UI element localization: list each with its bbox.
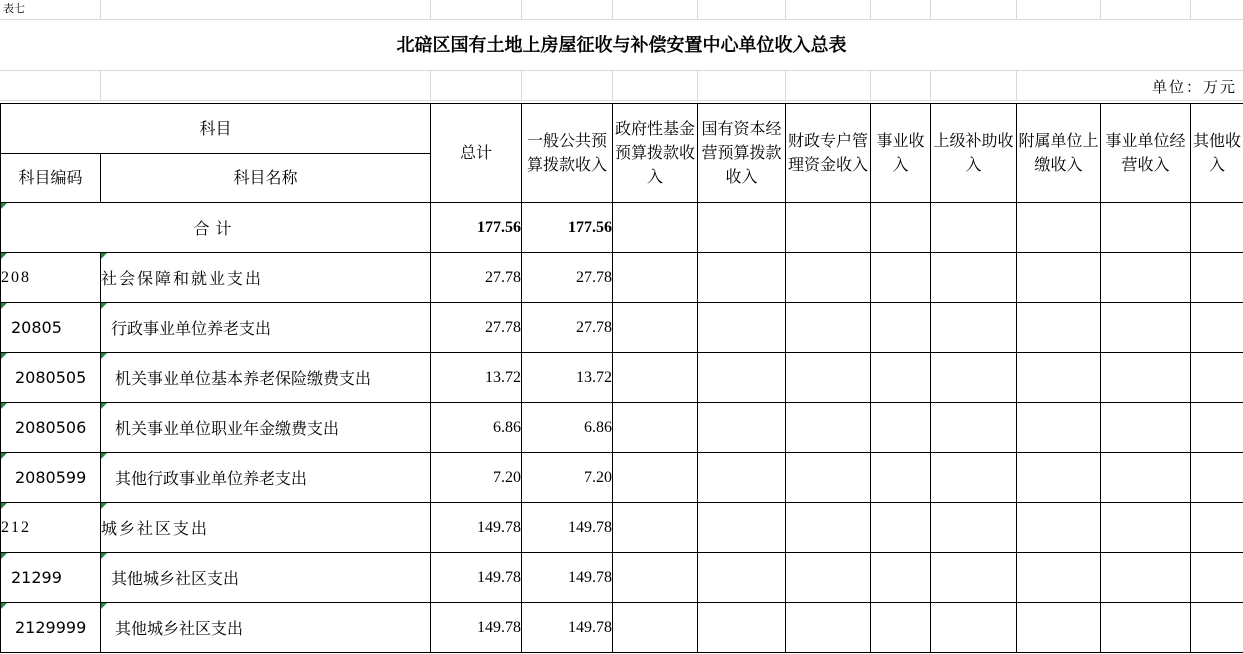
- header-fiscal-special[interactable]: 财政专户管理资金收入: [786, 104, 871, 203]
- subject-name-cell[interactable]: 机关事业单位基本养老保险缴费支出: [101, 353, 431, 403]
- header-superior-subsidy[interactable]: 上级补助收入: [931, 104, 1017, 203]
- table-row: [1, 453, 1243, 503]
- table-row: [1, 403, 1243, 453]
- total-cell[interactable]: 149.78: [431, 503, 522, 553]
- empty-cell[interactable]: [1191, 603, 1243, 653]
- gridline: [0, 19, 1243, 20]
- empty-cell[interactable]: [1017, 453, 1101, 503]
- empty-cell[interactable]: [871, 403, 931, 453]
- gridline: [612, 70, 613, 101]
- total-cell[interactable]: 6.86: [431, 403, 522, 453]
- total-cell[interactable]: 27.78: [431, 253, 522, 303]
- subject-name-cell[interactable]: 其他行政事业单位养老支出: [101, 453, 431, 503]
- header-business-income[interactable]: 事业收入: [871, 104, 931, 203]
- empty-cell[interactable]: [1101, 603, 1191, 653]
- general-budget-cell[interactable]: 27.78: [522, 303, 613, 353]
- empty-cell[interactable]: [871, 303, 931, 353]
- empty-cell[interactable]: [871, 203, 931, 253]
- total-cell[interactable]: 149.78: [431, 553, 522, 603]
- general-budget-cell[interactable]: 6.86: [522, 403, 613, 453]
- empty-cell[interactable]: [1017, 503, 1101, 553]
- gridline: [697, 0, 698, 19]
- empty-cell[interactable]: [613, 453, 698, 503]
- empty-cell[interactable]: [613, 203, 698, 253]
- empty-cell[interactable]: [1101, 403, 1191, 453]
- gridline: [521, 70, 522, 101]
- subject-code-cell[interactable]: 20805: [1, 303, 101, 353]
- general-budget-cell[interactable]: 149.78: [522, 553, 613, 603]
- general-budget-cell[interactable]: 27.78: [522, 253, 613, 303]
- subject-code-cell[interactable]: 21299: [1, 553, 101, 603]
- empty-cell[interactable]: [1191, 453, 1243, 503]
- total-general-budget[interactable]: 177.56: [522, 203, 613, 253]
- empty-cell[interactable]: [931, 203, 1017, 253]
- subject-name-cell[interactable]: 社会保障和就业支出: [101, 253, 431, 303]
- empty-cell[interactable]: [931, 353, 1017, 403]
- header-operating-income[interactable]: 事业单位经营收入: [1101, 104, 1191, 203]
- gridline: [430, 70, 431, 101]
- table-row: [1, 353, 1243, 403]
- total-cell[interactable]: 149.78: [431, 603, 522, 653]
- general-budget-cell[interactable]: 149.78: [522, 503, 613, 553]
- empty-cell[interactable]: [931, 253, 1017, 303]
- empty-cell[interactable]: [871, 453, 931, 503]
- empty-cell[interactable]: [613, 603, 698, 653]
- empty-cell[interactable]: [698, 553, 786, 603]
- empty-cell[interactable]: [698, 503, 786, 553]
- empty-cell[interactable]: [698, 203, 786, 253]
- empty-cell[interactable]: [613, 553, 698, 603]
- subject-name-cell[interactable]: 其他城乡社区支出: [101, 553, 431, 603]
- empty-cell[interactable]: [698, 603, 786, 653]
- general-budget-cell[interactable]: 7.20: [522, 453, 613, 503]
- subject-code-cell[interactable]: 208: [1, 253, 101, 303]
- empty-cell[interactable]: [1101, 253, 1191, 303]
- gridline: [1016, 0, 1017, 19]
- empty-cell[interactable]: [931, 403, 1017, 453]
- general-budget-cell[interactable]: 149.78: [522, 603, 613, 653]
- page-title: 北碚区国有土地上房屋征收与补偿安置中心单位收入总表: [396, 35, 847, 56]
- table-row: [1, 553, 1243, 603]
- header-gov-fund[interactable]: 政府性基金预算拨款收入: [613, 104, 698, 203]
- table-row: [1, 503, 1243, 553]
- empty-cell[interactable]: [871, 503, 931, 553]
- empty-cell[interactable]: [613, 403, 698, 453]
- subject-code-cell[interactable]: 2080506: [1, 403, 101, 453]
- empty-cell[interactable]: [1017, 253, 1101, 303]
- empty-cell[interactable]: [871, 603, 931, 653]
- empty-cell[interactable]: [931, 603, 1017, 653]
- empty-cell[interactable]: [1017, 403, 1101, 453]
- sheet-label: 表七: [3, 2, 25, 15]
- gridline: [1016, 70, 1017, 101]
- empty-cell[interactable]: [698, 353, 786, 403]
- gridline: [100, 70, 101, 101]
- empty-cell[interactable]: [786, 203, 871, 253]
- total-cell[interactable]: 13.72: [431, 353, 522, 403]
- table-row: [1, 603, 1243, 653]
- empty-cell[interactable]: [613, 503, 698, 553]
- empty-cell[interactable]: [698, 303, 786, 353]
- empty-cell[interactable]: [1017, 303, 1101, 353]
- subject-code-cell[interactable]: 212: [1, 503, 101, 553]
- empty-cell[interactable]: [931, 453, 1017, 503]
- header-subject[interactable]: 科目: [1, 104, 431, 154]
- gridline: [612, 0, 613, 19]
- empty-cell[interactable]: [613, 353, 698, 403]
- gridline: [785, 0, 786, 19]
- subject-name-cell[interactable]: 城乡社区支出: [101, 503, 431, 553]
- total-label[interactable]: 合计: [1, 203, 431, 253]
- unit-label: 单位：万元: [1151, 78, 1237, 96]
- empty-cell[interactable]: [871, 553, 931, 603]
- general-budget-cell[interactable]: 13.72: [522, 353, 613, 403]
- subject-name-cell[interactable]: 其他城乡社区支出: [101, 603, 431, 653]
- table-row: [1, 303, 1243, 353]
- empty-cell[interactable]: [1101, 353, 1191, 403]
- subject-code-cell[interactable]: 2080505: [1, 353, 101, 403]
- empty-cell[interactable]: [1017, 203, 1101, 253]
- gridline: [430, 0, 431, 19]
- empty-cell[interactable]: [786, 603, 871, 653]
- header-subject-code[interactable]: 科目编码: [1, 154, 101, 203]
- empty-cell[interactable]: [1017, 603, 1101, 653]
- empty-cell[interactable]: [1017, 353, 1101, 403]
- empty-cell[interactable]: [1101, 303, 1191, 353]
- gridline: [930, 70, 931, 101]
- empty-cell[interactable]: [931, 503, 1017, 553]
- header-state-capital[interactable]: 国有资本经营预算拨款收入: [698, 104, 786, 203]
- empty-cell[interactable]: [1101, 453, 1191, 503]
- empty-cell[interactable]: [613, 303, 698, 353]
- income-summary-table: [0, 103, 1243, 653]
- subject-code-cell[interactable]: 2080599: [1, 453, 101, 503]
- subject-code-cell[interactable]: 2129999: [1, 603, 101, 653]
- gridline: [930, 0, 931, 19]
- total-total[interactable]: 177.56: [431, 203, 522, 253]
- empty-cell[interactable]: [786, 303, 871, 353]
- empty-cell[interactable]: [1191, 203, 1243, 253]
- empty-cell[interactable]: [871, 353, 931, 403]
- empty-cell[interactable]: [1101, 553, 1191, 603]
- header-other-income[interactable]: 其他收入: [1191, 104, 1243, 203]
- gridline: [870, 0, 871, 19]
- gridline: [521, 0, 522, 19]
- gridline: [0, 70, 1243, 71]
- empty-cell[interactable]: [786, 353, 871, 403]
- empty-cell[interactable]: [1191, 303, 1243, 353]
- empty-cell[interactable]: [786, 553, 871, 603]
- header-general-budget[interactable]: 一般公共预算拨款收入: [522, 104, 613, 203]
- empty-cell[interactable]: [871, 253, 931, 303]
- empty-cell[interactable]: [786, 503, 871, 553]
- header-total[interactable]: 总计: [431, 104, 522, 203]
- empty-cell[interactable]: [1191, 353, 1243, 403]
- empty-cell[interactable]: [698, 403, 786, 453]
- empty-cell[interactable]: [1191, 403, 1243, 453]
- header-affiliated[interactable]: 附属单位上缴收入: [1017, 104, 1101, 203]
- subject-name-cell[interactable]: 机关事业单位职业年金缴费支出: [101, 403, 431, 453]
- subject-name-cell[interactable]: 行政事业单位养老支出: [101, 303, 431, 353]
- empty-cell[interactable]: [1191, 503, 1243, 553]
- empty-cell[interactable]: [1017, 553, 1101, 603]
- empty-cell[interactable]: [1191, 553, 1243, 603]
- empty-cell[interactable]: [786, 253, 871, 303]
- total-cell[interactable]: 7.20: [431, 453, 522, 503]
- gridline: [785, 70, 786, 101]
- gridline: [1100, 0, 1101, 19]
- gridline: [870, 70, 871, 101]
- gridline: [697, 70, 698, 101]
- header-subject-name[interactable]: 科目名称: [101, 154, 431, 203]
- gridline: [0, 100, 1243, 101]
- gridline: [100, 0, 101, 19]
- total-cell[interactable]: 27.78: [431, 303, 522, 353]
- empty-cell[interactable]: [698, 253, 786, 303]
- empty-cell[interactable]: [1101, 203, 1191, 253]
- empty-cell[interactable]: [786, 403, 871, 453]
- empty-cell[interactable]: [786, 453, 871, 503]
- total-row: [1, 203, 1243, 253]
- empty-cell[interactable]: [698, 453, 786, 503]
- empty-cell[interactable]: [613, 253, 698, 303]
- empty-cell[interactable]: [1101, 503, 1191, 553]
- table-row: [1, 253, 1243, 303]
- empty-cell[interactable]: [1191, 253, 1243, 303]
- gridline: [1190, 0, 1191, 19]
- empty-cell[interactable]: [931, 303, 1017, 353]
- empty-cell[interactable]: [931, 553, 1017, 603]
